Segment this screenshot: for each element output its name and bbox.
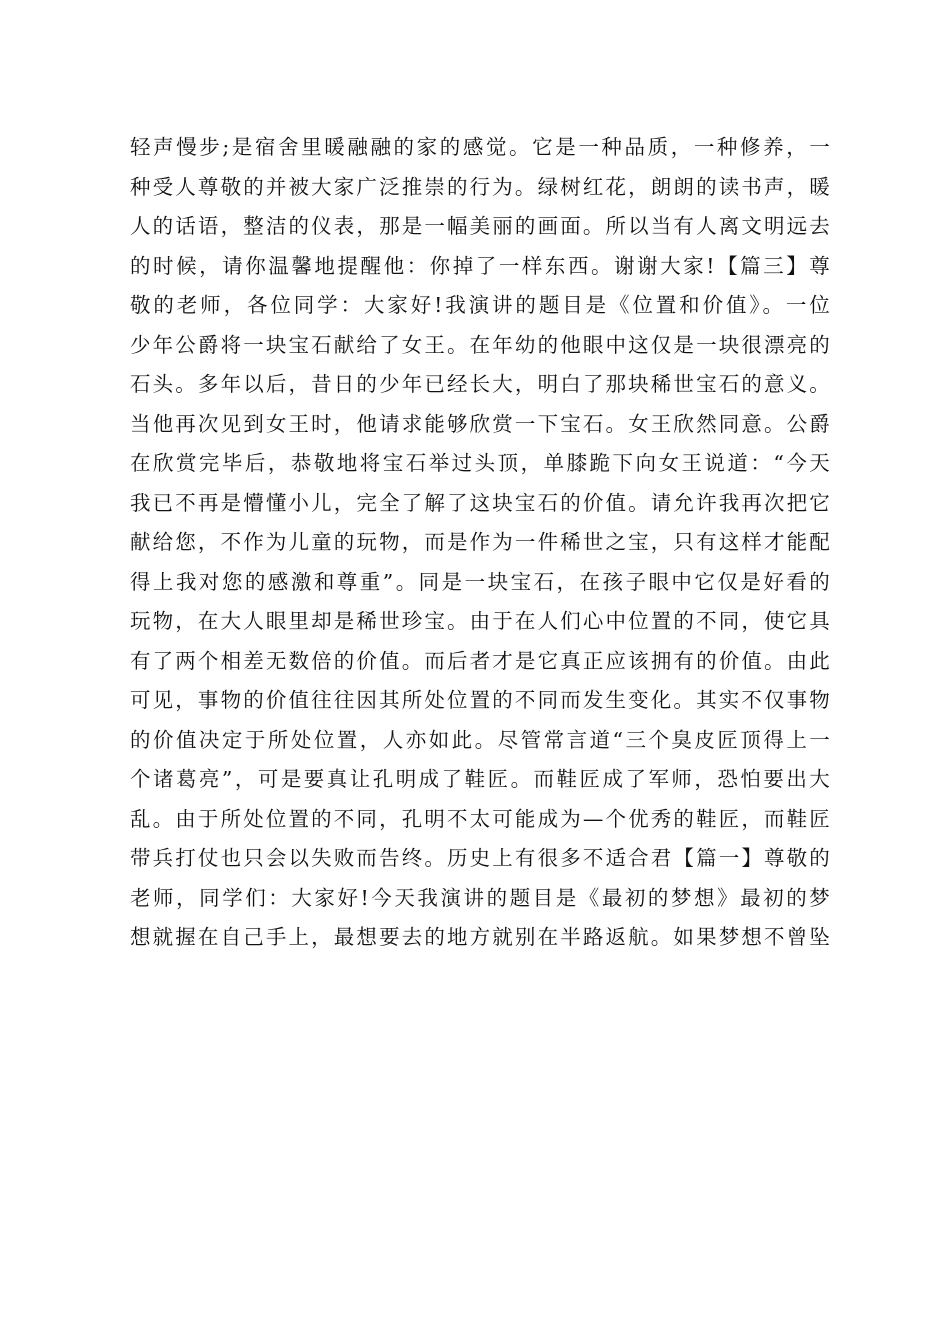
text-line: 当他再次见到女王时，他请求能够欣赏一下宝石。女王欣然同意。公爵 [130, 411, 830, 436]
text-line: 在欣赏完毕后，恭敬地将宝石举过头顶，单膝跪下向女王说道：“今天 [130, 451, 830, 475]
text-line: 乱。由于所处位置的不同，孔明不太可能成为—个优秀的鞋匠，而鞋匠 [130, 806, 830, 831]
text-line: 老师，同学们：大家好!今天我演讲的题目是《最初的梦想》最初的梦 [130, 885, 830, 910]
text-line: 的价值决定于所处位置，人亦如此。尽管常言道“三个臭皮匠顶得上一 [130, 727, 830, 752]
text-line: 带兵打仗也只会以失败而告终。历史上有很多不适合君【篇一】尊敬的 [130, 846, 830, 870]
text-line: 石头。多年以后，昔日的少年已经长大，明白了那块稀世宝石的意义。 [130, 372, 830, 396]
text-line: 个诸葛亮”，可是要真让孔明成了鞋匠。而鞋匠成了军师，恐怕要出大 [130, 767, 830, 791]
text-line: 少年公爵将一块宝石献给了女王。在年幼的他眼中这仅是一块很漂亮的 [130, 332, 830, 357]
text-line: 有了两个相差无数倍的价值。而后者才是它真正应该拥有的价值。由此 [130, 648, 830, 673]
body-text [130, 128, 830, 958]
text-line: 我已不再是懵懂小儿，完全了解了这块宝石的价值。请允许我再次把它 [130, 490, 830, 515]
text-line: 的时候，请你温馨地提醒他：你掉了一样东西。谢谢大家!【篇三】尊 [130, 253, 830, 278]
text-line: 轻声慢步;是宿舍里暖融融的家的感觉。它是一种品质，一种修养，一 [130, 135, 830, 159]
text-line: 可见，事物的价值往往因其所处位置的不同而发生变化。其实不仅事物 [130, 688, 830, 712]
text-line: 得上我对您的感激和尊重”。同是一块宝石，在孩子眼中它仅是好看的 [130, 569, 830, 594]
text-line: 想就握在自己手上，最想要去的地方就别在半路返航。如果梦想不曾坠 [130, 925, 830, 949]
text-line: 种受人尊敬的并被大家广泛推崇的行为。绿树红花，朗朗的读书声，暖 [130, 174, 830, 199]
text-line: 献给您，不作为儿童的玩物，而是作为一件稀世之宝，只有这样才能配 [130, 530, 830, 554]
text-line: 人的话语，整洁的仪表，那是一幅美丽的画面。所以当有人离文明远去 [130, 214, 830, 238]
text-line: 玩物，在大人眼里却是稀世珍宝。由于在人们心中位置的不同，使它具 [130, 609, 830, 633]
text-line: 敬的老师，各位同学：大家好!我演讲的题目是《位置和价值》。一位 [130, 293, 830, 317]
